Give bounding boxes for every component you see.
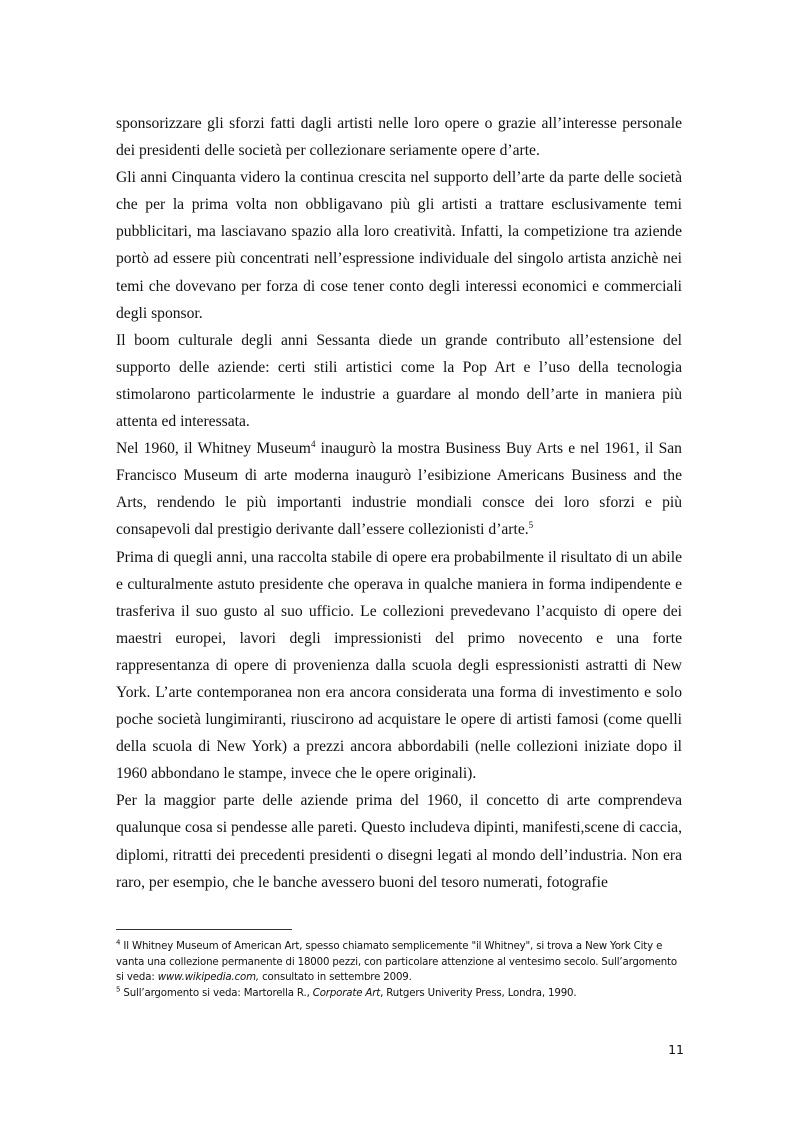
footnote-separator bbox=[116, 929, 292, 930]
footnote-book-title: Corporate Art bbox=[312, 987, 381, 999]
footnote-text: Il Whitney Museum of American Art, spesso chiamato semplicemente "il Whitney", si trova a New York City e vanta una collezione permanente di 18000 pezzi, con particolare attenzione al ventesimo secolo. Sull’argomento si veda: bbox=[116, 941, 677, 984]
paragraph bbox=[116, 435, 682, 543]
paragraph-text: Nel 1960, il Whitney Museum bbox=[116, 440, 311, 458]
footnote-number: 5 bbox=[116, 985, 121, 994]
paragraph-text: inaugurò la mostra Business Buy Arts e nel 1961, il San Francisco Museum di arte moderna inaugurò l’esibizione Americans Business and the Arts, rendendo le più importanti industrie mondiali consce dei loro sforzi e più consapevoli dal prestigio derivante dall’essere collezionisti d’arte. bbox=[116, 440, 682, 539]
footnote-text: Sull’argomento si veda: Martorella R., bbox=[120, 987, 313, 999]
footnote-ref[interactable]: 5 bbox=[528, 520, 534, 531]
footnote-text: consultato in settembre 2009. bbox=[259, 972, 412, 984]
footnote-ref[interactable]: 4 bbox=[310, 438, 316, 449]
footnotes bbox=[116, 939, 682, 1001]
paragraph-text: Per la maggior parte delle aziende prima del 1960, il concetto di arte comprendeva qualunque cosa si pendesse alle pareti. Questo includeva dipinti, manifesti,scene di caccia, diplomi, ritratti dei precedenti presidenti o disegni legati al mondo dell’industria. Non era raro, per esempio, che le banche avessero buoni del tesoro numerati, fotografie bbox=[116, 792, 682, 891]
footnote bbox=[116, 939, 682, 986]
footnote bbox=[116, 986, 682, 1002]
paragraph-text: Prima di quegli anni, una raccolta stabile di opere era probabilmente il risultato di un abile e culturalmente astuto presidente che operava in qualche maniera in forma indipendente e trasferiva il suo gusto al suo ufficio. Le collezioni prevedevano l’acquisto di opere dei maestri europei, lavori degli impressionisti del primo novecento e una forte rappresentanza di opere di provenienza dalla scuola degli espressionisti astratti di New York. L’arte contemporanea non era ancora considerata una forma di investimento e solo poche società lungimiranti, riuscirono ad acquistare le opere di artisti famosi (come quelli della scuola di New York) a prezzi ancora abbordabili (nelle collezioni iniziate dopo il 1960 abbondano le stampe, invece che le opere originali). bbox=[116, 548, 682, 783]
paragraph bbox=[116, 787, 682, 895]
page-number: 11 bbox=[668, 1042, 684, 1057]
paragraph bbox=[116, 544, 682, 788]
paragraph-text: Il boom culturale degli anni Sessanta diede un grande contributo all’estensione del supporto delle aziende: certi stili artistici come la Pop Art e l’uso della tecnologia stimolarono particolarmente le industrie a guardare al mondo dell’arte in maniera più attenta ed interessata. bbox=[116, 331, 682, 431]
footnote-text: , Rutgers Univerity Press, Londra, 1990. bbox=[380, 987, 577, 999]
paragraph bbox=[116, 110, 682, 164]
paragraph-text: sponsorizzare gli sforzi fatti dagli artisti nelle loro opere o grazie all’interesse personale dei presidenti delle società per collezionare seriamente opere d’arte. bbox=[116, 115, 682, 160]
paragraph-text: Gli anni Cinquanta videro la continua crescita nel supporto dell’arte da parte delle società che per la prima volta non obbligavano più gli artisti a trattare esclusivamente temi pubblicitari, ma lasciavano spazio alla loro creatività. Infatti, la competizione tra aziende portò ad essere più concentrati nell’espressione individuale del singolo artista anzichè nei temi che dovevano per forza di cose tener conto degli interessi economici e commerciali degli sponsor. bbox=[116, 169, 682, 322]
paragraph bbox=[116, 327, 682, 435]
footnote-link[interactable]: www.wikipedia.com, bbox=[157, 972, 260, 984]
paragraph bbox=[116, 164, 682, 327]
footnote-number: 4 bbox=[116, 938, 121, 947]
body-text bbox=[116, 110, 682, 896]
